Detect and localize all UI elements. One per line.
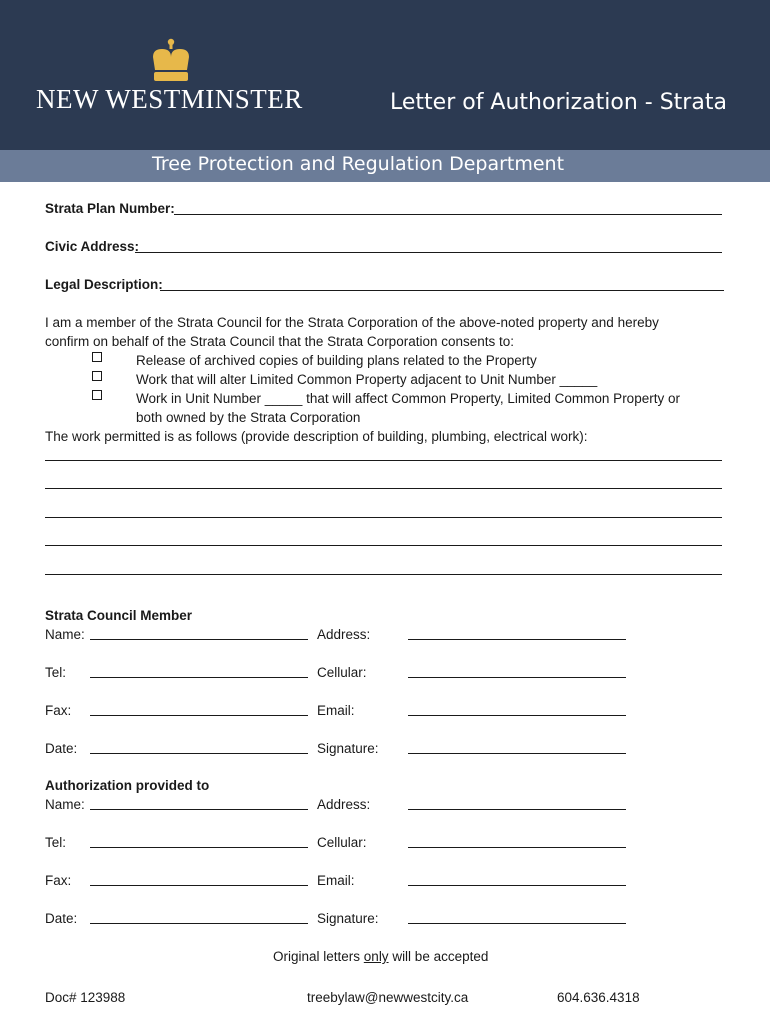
council-address-label: Address: (317, 627, 371, 642)
authorized-section-heading: Authorization provided to (45, 778, 210, 793)
contact-phone: 604.636.4318 (557, 990, 640, 1005)
council-email-field[interactable] (408, 715, 626, 716)
legal-description-label: Legal Description: (45, 277, 163, 292)
authorized-address-field[interactable] (408, 809, 626, 810)
strata-plan-field[interactable] (174, 214, 722, 215)
council-address-field[interactable] (408, 639, 626, 640)
notice-text-after: will be accepted (388, 949, 489, 964)
option-common-property: Work in Unit Number _____ that will affect Common Property, Limited Common Property or (136, 391, 680, 406)
civic-address-label: Civic Address: (45, 239, 140, 254)
council-cellular-field[interactable] (408, 677, 626, 678)
council-signature-label: Signature: (317, 741, 379, 756)
council-date-label: Date: (45, 741, 78, 756)
authorized-fax-field[interactable] (90, 885, 308, 886)
council-signature-field[interactable] (408, 753, 626, 754)
alter-lcp-checkbox[interactable] (92, 371, 102, 381)
release-plans-checkbox[interactable] (92, 352, 102, 362)
authorized-signature-field[interactable] (408, 923, 626, 924)
authorized-signature-label: Signature: (317, 911, 379, 926)
strata-plan-label: Strata Plan Number: (45, 201, 175, 216)
work-description-line[interactable] (45, 574, 722, 575)
authorized-tel-field[interactable] (90, 847, 308, 848)
council-tel-field[interactable] (90, 677, 308, 678)
work-description-line[interactable] (45, 488, 722, 489)
department-name: Tree Protection and Regulation Department (152, 153, 565, 175)
authorized-cellular-label: Cellular: (317, 835, 367, 850)
notice-emphasis: only (363, 949, 389, 964)
council-name-label: Name: (45, 627, 85, 642)
document-title: Letter of Authorization - Strata (390, 90, 727, 115)
notice-text-before: Original letters (273, 949, 364, 964)
council-tel-label: Tel: (45, 665, 67, 680)
authorized-email-field[interactable] (408, 885, 626, 886)
authorized-fax-label: Fax: (45, 873, 72, 888)
authorized-date-field[interactable] (90, 923, 308, 924)
authorized-name-label: Name: (45, 797, 85, 812)
authorized-tel-label: Tel: (45, 835, 67, 850)
council-cellular-label: Cellular: (317, 665, 367, 680)
work-description-line[interactable] (45, 545, 722, 546)
page-header (0, 0, 770, 150)
council-name-field[interactable] (90, 639, 308, 640)
legal-description-field[interactable] (160, 290, 724, 291)
council-date-field[interactable] (90, 753, 308, 754)
crown-icon (146, 37, 196, 87)
work-prompt: The work permitted is as follows (provide description of building, plumbing, electrical work): (45, 429, 588, 444)
council-section-heading: Strata Council Member (45, 608, 193, 623)
option-release-plans: Release of archived copies of building plans related to the Property (136, 353, 537, 368)
council-fax-label: Fax: (45, 703, 72, 718)
doc-number: Doc# 123988 (45, 990, 126, 1005)
consent-intro-line1: I am a member of the Strata Council for the Strata Corporation of the above-noted property and hereby (45, 315, 659, 330)
authorized-name-field[interactable] (90, 809, 308, 810)
option-common-property-cont: both owned by the Strata Corporation (136, 410, 361, 425)
city-logo-text: NEW WESTMINSTER (36, 84, 303, 114)
authorized-address-label: Address: (317, 797, 371, 812)
department-band (0, 150, 770, 182)
work-description-line[interactable] (45, 517, 722, 518)
civic-address-field[interactable] (135, 252, 722, 253)
authorized-date-label: Date: (45, 911, 78, 926)
council-email-label: Email: (317, 703, 355, 718)
authorized-email-label: Email: (317, 873, 355, 888)
authorized-cellular-field[interactable] (408, 847, 626, 848)
council-fax-field[interactable] (90, 715, 308, 716)
work-description-line[interactable] (45, 460, 722, 461)
common-property-checkbox[interactable] (92, 390, 102, 400)
consent-intro-line2: confirm on behalf of the Strata Council that the Strata Corporation consents to: (45, 334, 515, 349)
option-alter-lcp: Work that will alter Limited Common Property adjacent to Unit Number _____ (136, 372, 598, 387)
original-letters-notice (273, 948, 488, 965)
contact-email: treebylaw@newwestcity.ca (307, 990, 469, 1005)
